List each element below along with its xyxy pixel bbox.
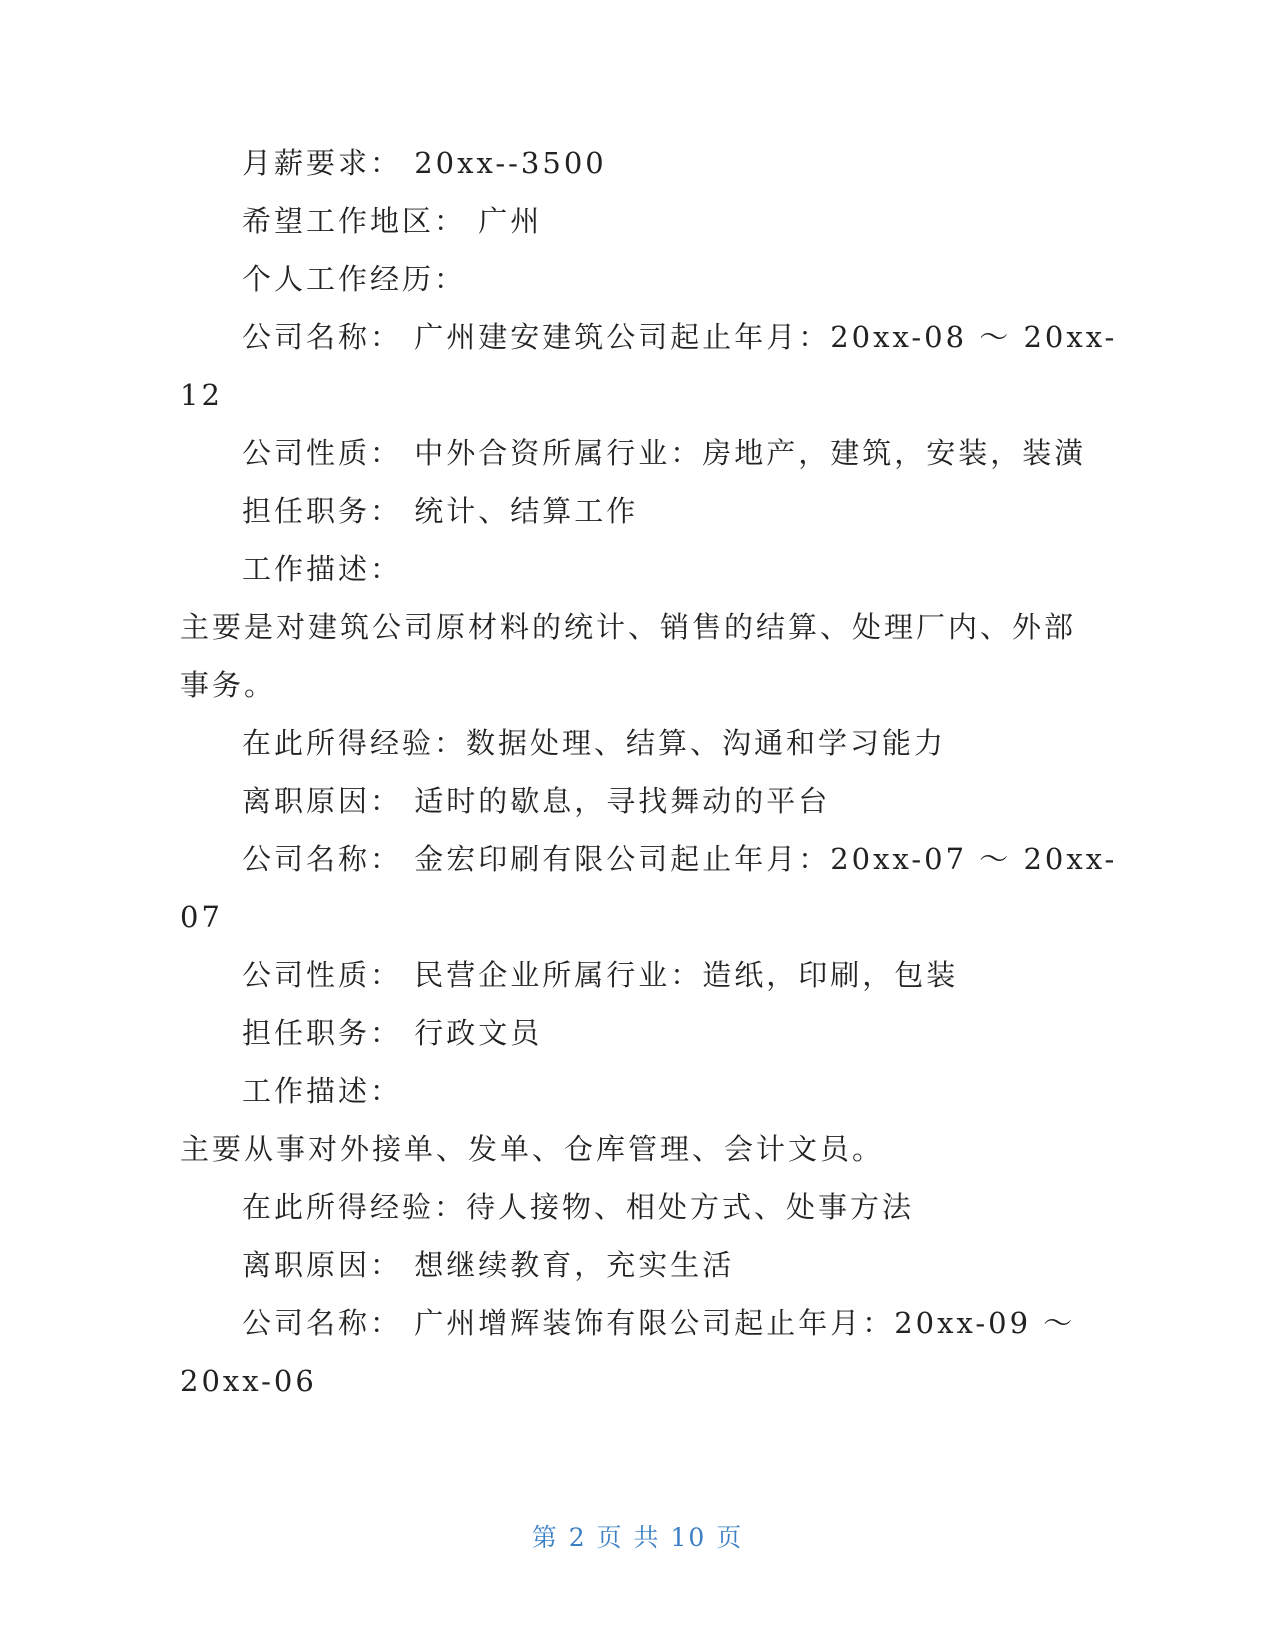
company-date-continuation-2: 07 [180,900,223,934]
company-date-continuation-1: 12 [180,378,223,412]
job-description-label-1: 工作描述： [242,552,403,586]
page-number-footer: 第 2 页 共 10 页 [531,1523,744,1552]
job-description-continuation-1: 事务。 [180,668,277,702]
position-line-1: 担任职务： 统计、结算工作 [242,494,639,528]
company-name-line-3: 公司名称： 广州增辉装饰有限公司起止年月：20xx-09 ～ [242,1306,1076,1340]
position-line-2: 担任职务： 行政文员 [242,1016,543,1050]
document-body [180,134,1118,1410]
company-name-line-1: 公司名称： 广州建安建筑公司起止年月：20xx-08 ～ 20xx- [242,320,1118,354]
job-description-label-2: 工作描述： [242,1074,403,1108]
job-description-text-1: 主要是对建筑公司原材料的统计、销售的结算、处理厂内、外部 [180,610,1077,644]
experience-gained-line-1: 在此所得经验：数据处理、结算、沟通和学习能力 [242,726,947,760]
company-date-continuation-3: 20xx-06 [180,1364,317,1398]
leaving-reason-line-1: 离职原因： 适时的歇息，寻找舞动的平台 [242,784,831,818]
work-history-heading: 个人工作经历： [242,262,467,296]
salary-requirement-line: 月薪要求： 20xx--3500 [242,146,607,180]
experience-gained-line-2: 在此所得经验：待人接物、相处方式、处事方法 [242,1190,915,1224]
company-nature-line-1: 公司性质： 中外合资所属行业：房地产，建筑，安装，装潢 [242,436,1087,470]
company-name-line-2: 公司名称： 金宏印刷有限公司起止年月：20xx-07 ～ 20xx- [242,842,1118,876]
desired-location-line: 希望工作地区： 广州 [242,204,543,238]
job-description-text-2: 主要从事对外接单、发单、仓库管理、会计文员。 [180,1132,885,1166]
leaving-reason-line-2: 离职原因： 想继续教育，充实生活 [242,1248,735,1282]
company-nature-line-2: 公司性质： 民营企业所属行业：造纸，印刷，包装 [242,958,959,992]
